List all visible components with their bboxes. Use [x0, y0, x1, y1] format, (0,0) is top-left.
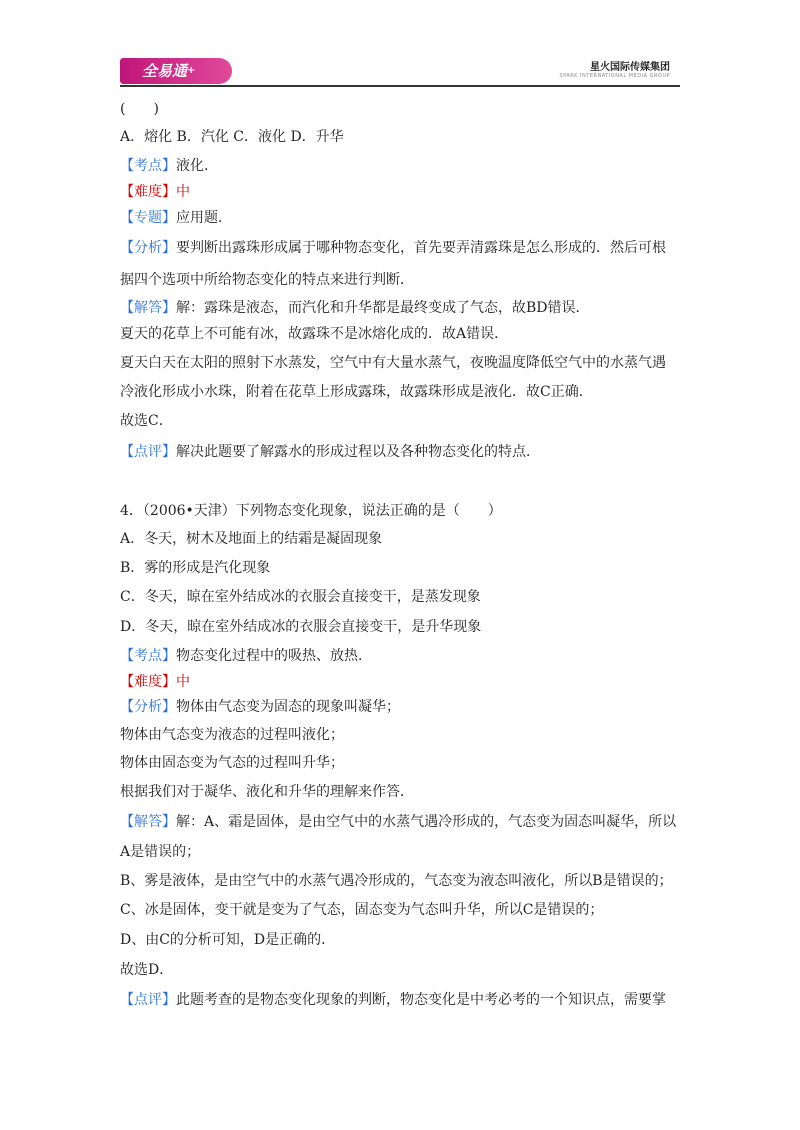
q4-option-c: C．冬天，晾在室外结成冰的衣服会直接变干，是蒸发现象	[120, 589, 481, 605]
q4-dianping	[120, 986, 680, 1015]
brand-name: 星火国际传媒集团	[590, 62, 670, 73]
kaodian-label: 【考点】	[120, 648, 176, 664]
q3-fenxi-cont: 据四个选项中所给物态变化的特点来进行判断．	[120, 272, 414, 288]
brand-subtitle: SPARK INTERNATIONAL MEDIA GROUP	[559, 73, 670, 79]
q4-option-b: B．雾的形成是汽化现象	[120, 560, 271, 576]
fenxi-label: 【分析】	[120, 240, 176, 256]
jieda-label: 【解答】	[120, 814, 176, 830]
nandu-text: 中	[176, 674, 190, 690]
brand	[559, 58, 670, 79]
fenxi-label: 【分析】	[120, 699, 176, 715]
jieda-text-1: 解：露珠是液态，而汽化和升华都是最终变成了气态，故BD错误．	[176, 300, 590, 316]
q4-jieda-6: 故选D．	[120, 962, 174, 978]
dianping-label: 【点评】	[120, 992, 176, 1008]
q4-jieda-2: A是错误的；	[120, 844, 201, 860]
q4-fenxi-2: 物体由气态变为液态的过程叫液化；	[120, 727, 344, 743]
kaodian-text: 物态变化过程中的吸热、放热．	[176, 648, 372, 664]
fenxi-text-1: 物体由气态变为固态的现象叫凝华；	[176, 699, 400, 715]
q4-nandu	[120, 671, 680, 693]
q4-jieda-4: C、冰是固体，变干就是变为了气态，固态变为气态叫升华，所以C是错误的；	[120, 902, 604, 918]
jieda-label: 【解答】	[120, 300, 176, 316]
q4-fenxi	[120, 693, 680, 721]
nandu-label: 【难度】	[120, 184, 176, 200]
logo-plus: +	[187, 65, 196, 76]
q3-nandu	[120, 180, 680, 204]
q4-jieda-5: D、由C的分析可知，D是正确的．	[120, 932, 336, 948]
q3-jieda-5: 故选C．	[120, 413, 173, 429]
logo-text: 全易通	[142, 62, 188, 80]
q4-stem: 4．（2006•天津）下列物态变化现象，说法正确的是（ ）	[120, 503, 502, 519]
kaodian-label: 【考点】	[120, 158, 176, 174]
q4-fenxi-4: 根据我们对于凝华、液化和升华的理解来作答．	[120, 784, 414, 800]
document-body	[120, 96, 680, 1015]
q4-kaodian	[120, 642, 680, 671]
logo	[120, 58, 232, 84]
nandu-text: 中	[176, 184, 190, 200]
q4-jieda	[120, 807, 680, 837]
jieda-text-1: 解：A、霜是固体，是由空气中的水蒸气遇冷形成的，气态变为固态叫凝华，所以	[176, 814, 677, 830]
q3-jieda	[120, 295, 680, 321]
kaodian-text: 液化．	[176, 158, 218, 174]
q3-dianping	[120, 437, 680, 467]
spacer	[120, 467, 680, 497]
q4-jieda-3: B、雾是液体，是由空气中的水蒸气遇冷形成的，气态变为液态叫液化，所以B是错误的；	[120, 873, 673, 889]
fenxi-text-1: 要判断出露珠形成属于哪种物态变化，首先要弄清露珠是怎么形成的．然后可根	[176, 240, 666, 256]
zhuanti-label: 【专题】	[120, 210, 176, 226]
q3-zhuanti	[120, 204, 680, 232]
q3-jieda-4: 冷液化形成小水珠，附着在花草上形成露珠，故露珠形成是液化．故C正确．	[120, 384, 593, 400]
q4-option-a: A．冬天，树木及地面上的结霜是凝固现象	[120, 531, 383, 547]
q3-fenxi	[120, 232, 680, 265]
nandu-label: 【难度】	[120, 674, 176, 690]
dianping-label: 【点评】	[120, 444, 176, 460]
page-header	[120, 52, 680, 88]
q3-jieda-2: 夏天的花草上不可能有冰，故露珠不是冰熔化成的．故A错误．	[120, 326, 509, 342]
dianping-text: 此题考查的是物态变化现象的判断，物态变化是中考必考的一个知识点，需要掌	[176, 992, 666, 1008]
dianping-text: 解决此题要了解露水的形成过程以及各种物态变化的特点．	[176, 444, 540, 460]
q3-jieda-3: 夏天白天在太阳的照射下水蒸发，空气中有大量水蒸气，夜晚温度降低空气中的水蒸气遇	[120, 355, 666, 371]
zhuanti-text: 应用题．	[176, 210, 232, 226]
header-rule	[120, 85, 680, 87]
q4-option-d: D．冬天，晾在室外结成冰的衣服会直接变干，是升华现象	[120, 619, 482, 635]
q3-paren: ( )	[120, 101, 159, 117]
q3-options: A．熔化 B．汽化 C．液化 D．升华	[120, 129, 344, 145]
q3-kaodian	[120, 152, 680, 180]
q4-fenxi-3: 物体由固态变为气态的过程叫升华；	[120, 755, 344, 771]
